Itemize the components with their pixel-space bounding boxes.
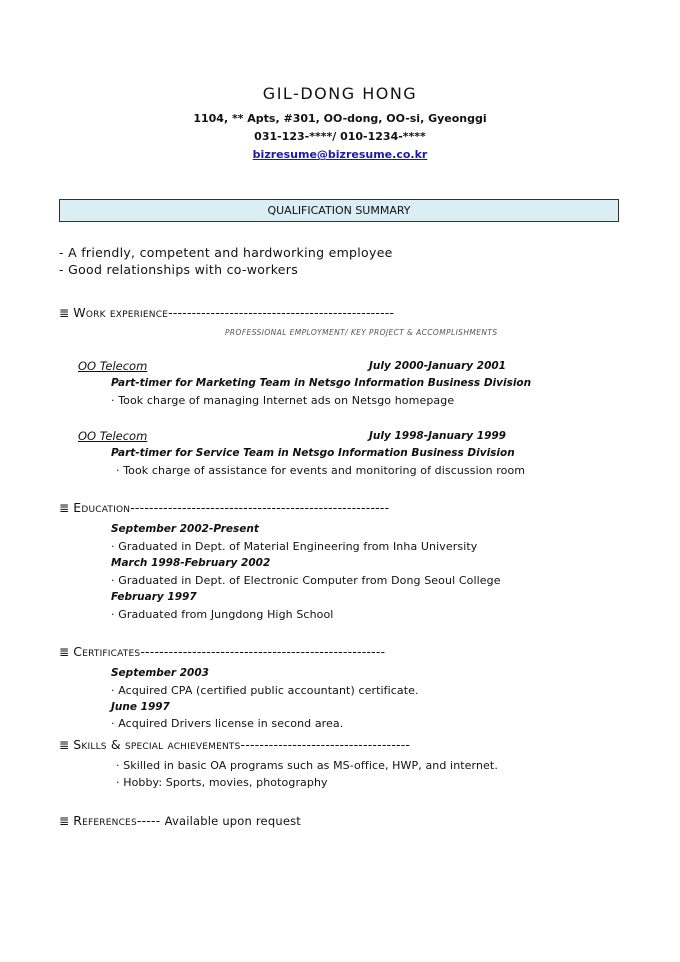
resume-name: GIL-DONG HONG xyxy=(262,84,418,103)
section-skills xyxy=(59,737,410,752)
summary-item: - Good relationships with co-workers xyxy=(59,262,299,277)
section-title: Skills & special achievements xyxy=(73,737,241,752)
section-subtitle: PROFESSIONAL EMPLOYMENT/ KEY PROJECT & ACCOMPLISHMENTS xyxy=(225,328,498,337)
job-detail: · Took charge of managing Internet ads on Netsgo homepage xyxy=(111,394,455,407)
job-dates: July 1998-January 1999 xyxy=(369,430,506,442)
summary-item: - A friendly, competent and hardworking employee xyxy=(59,245,393,260)
section-education xyxy=(59,500,389,515)
job-role: Part-timer for Service Team in Netsgo Information Business Division xyxy=(111,447,515,459)
education-date: March 1998-February 2002 xyxy=(111,557,271,569)
references-note: Available upon request xyxy=(164,814,302,828)
section-certificates xyxy=(59,644,385,659)
education-detail: · Graduated from Jungdong High School xyxy=(111,608,334,621)
company-name: OO Telecom xyxy=(78,359,148,373)
section-list-icon: ≣ xyxy=(59,501,70,515)
address: 1104, ** Apts, #301, OO-dong, OO-si, Gyeonggi xyxy=(193,112,487,125)
certificate-date: June 1997 xyxy=(111,701,170,713)
certificate-detail: · Acquired Drivers license in second area. xyxy=(111,717,344,730)
education-date: February 1997 xyxy=(111,591,197,603)
section-rule: ---------------------------------------------------- xyxy=(140,644,386,659)
section-rule: ----- xyxy=(136,813,161,828)
section-list-icon: ≣ xyxy=(59,645,70,659)
section-title: Work experience xyxy=(73,305,169,320)
email-wrapper xyxy=(0,148,680,161)
company-name: OO Telecom xyxy=(78,429,148,443)
email-link[interactable]: bizresume@bizresume.co.kr xyxy=(252,148,428,161)
phone: 031-123-****/ 010-1234-**** xyxy=(254,130,426,143)
section-rule: ------------------------------------ xyxy=(240,737,411,752)
section-title: Education xyxy=(73,500,131,515)
job-detail: · Took charge of assistance for events and monitoring of discussion room xyxy=(116,464,526,477)
section-list-icon: ≣ xyxy=(59,306,70,320)
education-date: September 2002-Present xyxy=(111,523,259,535)
job-dates: July 2000-January 2001 xyxy=(369,360,506,372)
skill-item: · Hobby: Sports, movies, photography xyxy=(116,776,328,789)
section-references xyxy=(59,813,301,828)
certificate-detail: · Acquired CPA (certified public accountant) certificate. xyxy=(111,684,419,697)
section-work-experience xyxy=(59,305,394,320)
section-rule: ------------------------------------------------------- xyxy=(130,500,390,515)
certificate-date: September 2003 xyxy=(111,667,209,679)
section-list-icon: ≣ xyxy=(59,814,70,828)
job-role: Part-timer for Marketing Team in Netsgo Information Business Division xyxy=(111,377,532,389)
qualification-summary-heading: QUALIFICATION SUMMARY xyxy=(59,199,619,222)
skill-item: · Skilled in basic OA programs such as MS-office, HWP, and internet. xyxy=(116,759,498,772)
section-rule: ------------------------------------------------ xyxy=(168,305,395,320)
section-list-icon: ≣ xyxy=(59,738,70,752)
section-title: References xyxy=(73,813,137,828)
education-detail: · Graduated in Dept. of Electronic Computer from Dong Seoul College xyxy=(111,574,501,587)
section-title: Certificates xyxy=(73,644,141,659)
education-detail: · Graduated in Dept. of Material Engineering from Inha University xyxy=(111,540,478,553)
